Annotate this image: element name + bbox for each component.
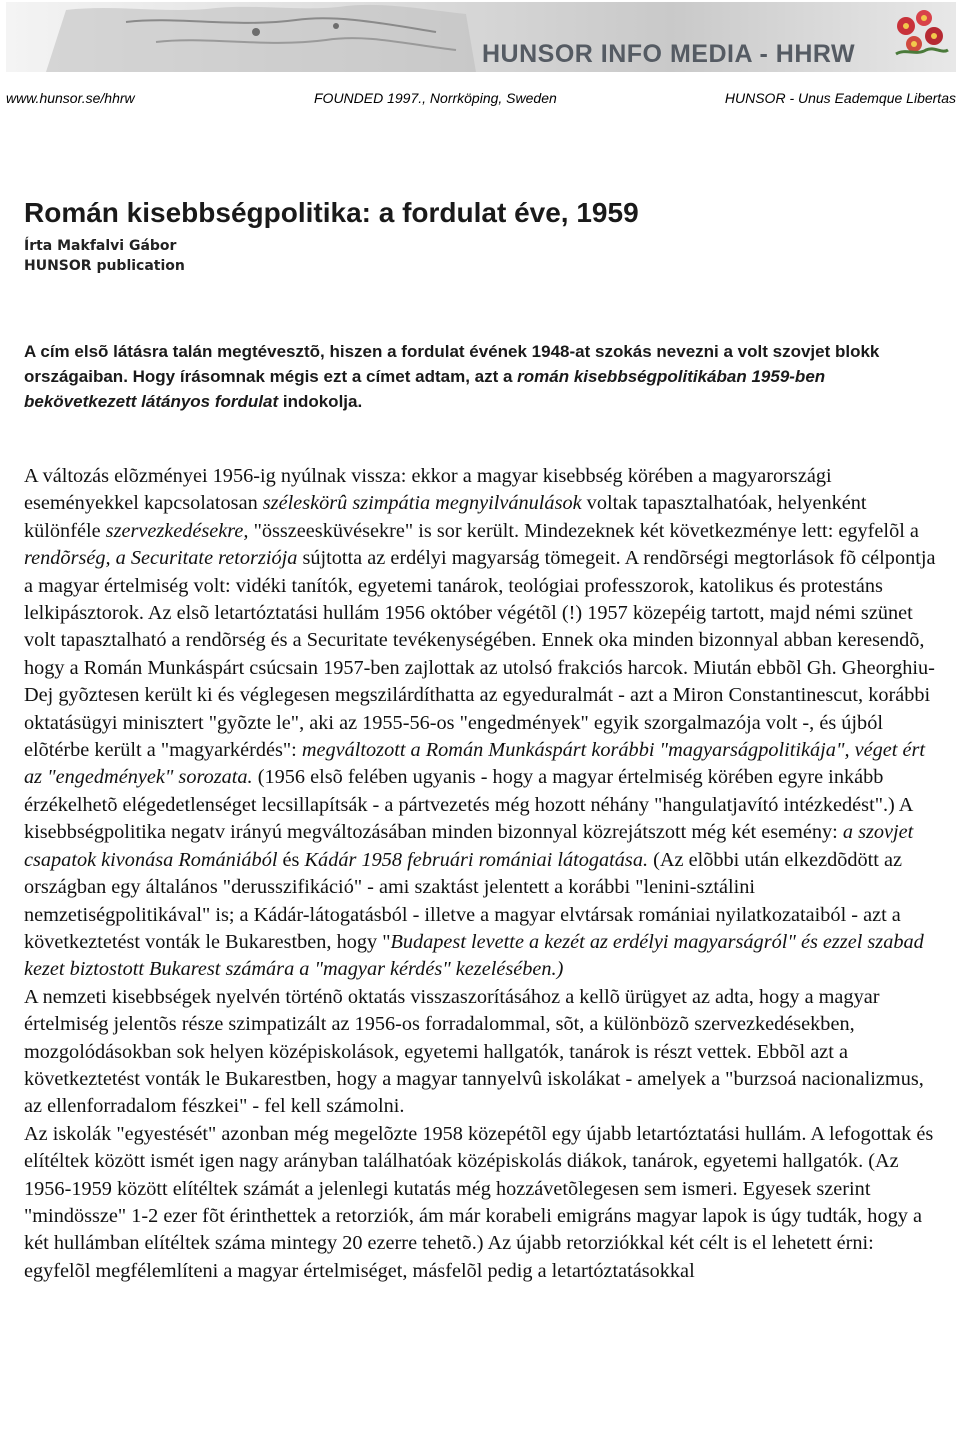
emphasis-run: a szovjet csapatok kivonása Romániából [24, 821, 914, 871]
lead-paragraph [24, 339, 934, 414]
text-run: és [277, 848, 305, 871]
lead-emphasis: román kisebbségpolitikában 1959-ben bekövetkezett látányos fordulat [24, 367, 826, 411]
publication-line: HUNSOR publication [24, 258, 185, 274]
article-title: Román kisebbségpolitika: a fordulat éve, 1959 [24, 197, 639, 228]
text-run: voltak tapasztalhatóak, helyenként különféle [24, 492, 867, 542]
text-run: Az iskolák "egyestését" azonban még megelõzte 1958 közepétõl egy újabb letartóztatási hullám. A lefogottak és elítéltek között ismét igen nagy arányban találhatóak középiskolás diákok, tanárok, egyetemi hallgatók. (Az 1956-1959 között elítéltek számát a jelenlegi kutatás még hozzávetõlegesen sem ismeri. Egyesek szerint "mindössze" 1-2 ezer fõt érinthettek a retorziók, ám már korabeli emigráns magyar lapok is úgy tudták, hogy a két hullámban elítéltek száma mintegy 20 ezerre tehetõ.) Az újabb retorziókkal két célt is el lehetett érni: egyfelõl megfélemlíteni a magyar értelmiséget, másfelõl pedig a letartóztatásokkal [24, 1122, 934, 1282]
author-line: Írta Makfalvi Gábor [24, 238, 177, 254]
motto-text: HUNSOR - Unus Eademque Libertas [724, 90, 956, 106]
byline [24, 236, 185, 276]
text-run: (Az elõbbi után elkezdõdött az országban egy általános "derusszifikáció" - ami szaktást jelentett a korábbi "lenini-sztálini nemzetiségpolitikával" is; a Kádár-látogatásból - illetve a magyar elvtársak romániai nyilatkozataiból - azt a következtetést vonták le Bukarestben, hogy " [24, 848, 903, 953]
emphasis-run: széleskörû szimpátia megnyilvánulások [262, 492, 582, 515]
body-paragraph [24, 463, 944, 984]
flower-logo-icon [886, 4, 952, 66]
text-run: A változás elõzményei 1956-ig nyúlnak vissza: ekkor a magyar kisebbség körében a magyarországi eseményekkel kapcsolatosan [24, 465, 832, 515]
text-run: (1956 elsõ felében ugyanis - hogy a magyar értelmiség körében egyre inkább érzékelhetõ elégedetlenséget lecsillapítsák - a pártvezetés még hozott néhány "hangulatjavító intézkedést".) A kisebbségpolitika negatv irányú megváltozásában minden bizonnyal közrejátszott még két esemény: [24, 766, 913, 844]
article-body [24, 463, 944, 1285]
emphasis-run: megváltozott a Román Munkáspárt korábbi "magyarságpolitikája", véget ért az "engedmények" sorozata. [24, 739, 925, 789]
text-run: sújtotta az erdélyi magyarság tömegeit. A rendõrségi megtorlások fõ célpontja a magyar értelmiség volt: vidéki tanítók, egyetemi tanárok, teológiai professzorok, katolikus és protestáns lelkipásztorok. Az elsõ letartóztatási hullám 1956 október végétõl (!) 1957 közepéig tartott, majd némi szünet volt tapasztalható a rendõrség és a Securitate tevékenységében. Ennek oka minden bizonnyal abban keresendõ, hogy a Román Munkáspárt csúcsain 1957-ben zajlottak az utolsó frakciós harcok. Miután ebbõl Gh. Gheorghiu-Dej gyõztesen került ki és véglegesen megszilárdíthatta az egyeduralmát - azt a Miron Constantinescut, korábbi oktatásügyi minisztert "gyõzte le", aki az 1955-56-os "engedmények" egyik szorgalmazója volt -, és újból elõtérbe került a "magyarkérdés": [24, 547, 936, 762]
text-run: A nemzeti kisebbségek nyelvén történõ oktatás visszaszorításához a kellõ ürügyet az adta, hogy a magyar értelmiség jelentõs része szimpatizált az 1956-os forradalommal, sõt, a különbözõ szervezkedésekben, mozgolódásokban sok helyen középiskolások, egyetemi hallgatók, tanárok is részt vettek. Ebbõl azt a következtetést vonták le Bukarestben, hogy a magyar tannyelvû iskolákat - amelyek a "burzsoá nacionalizmus, az ellenforradalom fészkei" - fel kell számolni. [24, 985, 924, 1118]
banner-title: HUNSOR INFO MEDIA - HHRW [482, 40, 856, 68]
site-url-link[interactable]: www.hunsor.se/hhrw [6, 90, 135, 106]
map-graphic [6, 2, 476, 72]
emphasis-run: Kádár 1958 februári romániai látogatása. [304, 848, 649, 871]
emphasis-run: szervezkedésekre, [105, 519, 249, 542]
lead-text: A cím elsõ látásra talán megtévesztõ, hiszen a fordulat évének 1948-at szokás nevezni a volt szovjet blokk országaiban. Hogy írásomnak mégis ezt a címet adtam, azt a [24, 342, 880, 386]
lead-text: indokolja. [278, 392, 363, 411]
emphasis-run: Budapest levette a kezét az erdélyi magyarságról" és ezzel szabad kezet biztostott Bukarest számára a "magyar kérdés" kezelésében.) [24, 930, 924, 981]
body-paragraph [24, 984, 944, 1121]
emphasis-run: rendõrség, a Securitate retorziója [24, 547, 298, 570]
body-paragraph [24, 1121, 944, 1285]
header-banner [6, 2, 956, 72]
text-run: "összeesküvésekre" is sor került. Mindezeknek két következménye lett: egyfelõl a [248, 519, 919, 542]
founded-text: FOUNDED 1997., Norrköping, Sweden [314, 90, 557, 106]
